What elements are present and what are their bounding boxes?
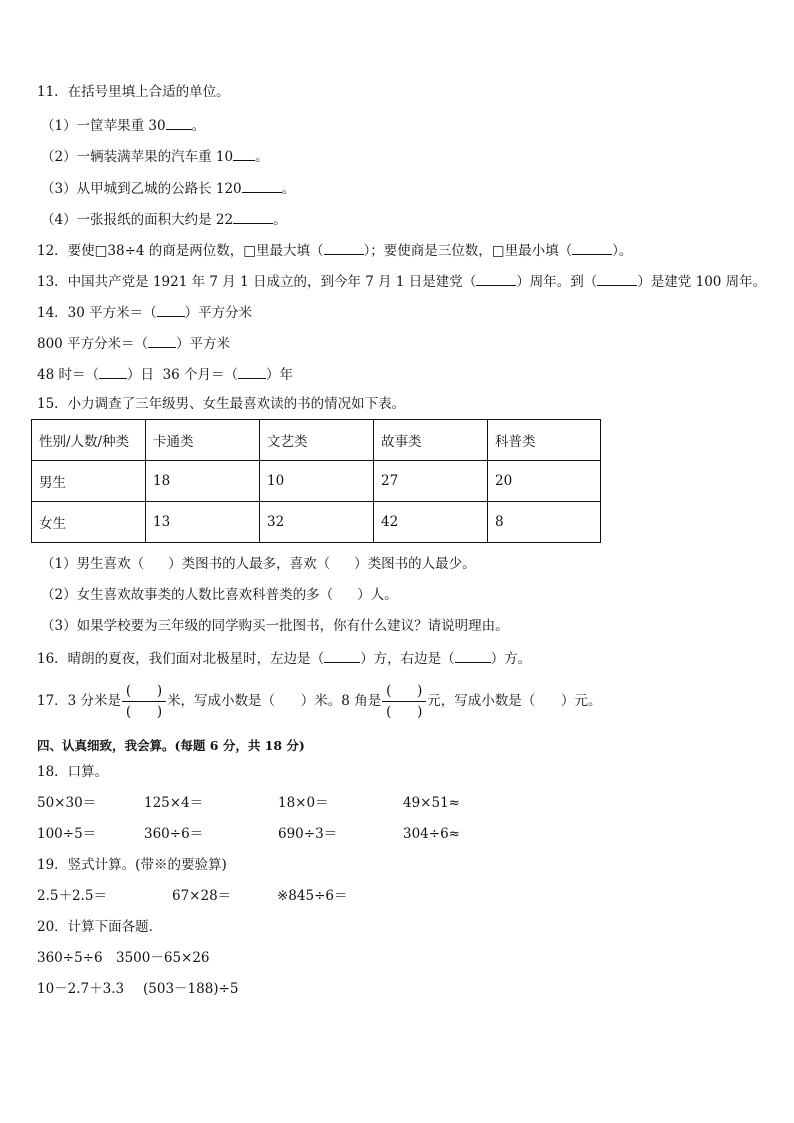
q20-title: 20．计算下面各题． — [37, 919, 163, 935]
q18-title: 18．口算。 — [37, 764, 109, 780]
q15-title: 15．小力调查了三年级男、女生最喜欢读的书的情况如下表。 — [37, 396, 406, 412]
reading-survey-table — [31, 419, 601, 543]
q11-item-3: （3）从甲城到乙城的公路长 120 。 — [41, 178, 295, 198]
answer-blank[interactable] — [99, 364, 127, 379]
fraction-blank[interactable]: $\frac{( )}{( )}$ — [122, 682, 166, 721]
q11-item-1: （1）一筐苹果重 30 。 — [41, 115, 205, 135]
table-row — [32, 461, 601, 502]
calc-item: 18×0＝ — [278, 795, 329, 811]
table-header-cell: 性别/人数/种类 — [32, 420, 146, 461]
answer-blank[interactable] — [233, 209, 273, 224]
table-header-cell: 文艺类 — [260, 420, 374, 461]
q17: 17．3 分米是 $\frac{( )}{( )}$ 米，写成小数是（ ）米。8 角是 $\frac{( )}{( )}$ 元，写成小数是（ ）元。 — [37, 683, 602, 720]
answer-blank[interactable] — [572, 240, 612, 255]
table-cell: 10 — [260, 461, 374, 502]
q14-line-3: 48 时＝（ ）日 36 个月＝（ ）年 — [37, 364, 293, 384]
answer-blank[interactable] — [455, 648, 491, 663]
answer-blank[interactable] — [157, 302, 185, 317]
calc-item: ※845÷6＝ — [277, 888, 348, 904]
q19-title: 19．竖式计算。(带※的要验算) — [37, 857, 227, 873]
table-cell: 女生 — [32, 502, 146, 543]
q15-sub-3: （3）如果学校要为三年级的同学购买一批图书，你有什么建议？请说明理由。 — [41, 618, 509, 634]
answer-blank[interactable] — [476, 271, 516, 286]
calc-item: 125×4＝ — [144, 795, 204, 811]
q14-line-2: 800 平方分米＝（ ）平方米 — [37, 333, 230, 353]
table-cell: 42 — [374, 502, 488, 543]
calc-item: 360÷5÷6 — [37, 950, 103, 966]
calc-item: 304÷6≈ — [403, 826, 460, 842]
answer-blank[interactable] — [324, 648, 360, 663]
table-cell: 20 — [488, 461, 601, 502]
answer-blank[interactable] — [238, 364, 266, 379]
answer-blank[interactable] — [324, 240, 364, 255]
answer-blank[interactable] — [597, 271, 637, 286]
calc-item: 3500－65×26 — [116, 950, 210, 966]
fraction-blank[interactable]: $\frac{( )}{( )}$ — [382, 682, 426, 721]
calc-item: 2.5＋2.5＝ — [37, 888, 107, 904]
table-header-cell: 卡通类 — [146, 420, 260, 461]
calc-item: 49×51≈ — [403, 795, 460, 811]
table-cell: 32 — [260, 502, 374, 543]
table-header-cell: 科普类 — [488, 420, 601, 461]
table-header-row — [32, 420, 601, 461]
calc-item: 360÷6＝ — [144, 826, 204, 842]
table-cell: 27 — [374, 461, 488, 502]
q13: 13．中国共产党是 1921 年 7 月 1 日成立的，到今年 7 月 1 日是建党（ ）周年。到（ ）是建党 100 周年。 — [37, 271, 766, 291]
table-header-cell: 故事类 — [374, 420, 488, 461]
q12: 12．要使□38÷4 的商是两位数，□里最大填（ ）；要使商是三位数，□里最小填（ ）。 — [37, 240, 632, 260]
q14-line-1: 14．30 平方米＝（ ）平方分米 — [37, 302, 252, 322]
calc-item: (503－188)÷5 — [143, 981, 239, 997]
answer-blank[interactable] — [148, 333, 176, 348]
q11-item-2: （2）一辆装满苹果的汽车重 10 。 — [41, 146, 269, 166]
table-row — [32, 502, 601, 543]
q15-sub-2: （2）女生喜欢故事类的人数比喜欢科普类的多（ ）人。 — [41, 587, 398, 603]
calc-item: 10－2.7＋3.3 — [37, 981, 125, 997]
q11-title: 11．在括号里填上合适的单位。 — [37, 84, 230, 100]
calc-item: 100÷5＝ — [37, 826, 97, 842]
table-cell: 13 — [146, 502, 260, 543]
table-cell: 8 — [488, 502, 601, 543]
section-heading: 四、认真细致，我会算。(每题 6 分，共 18 分) — [37, 738, 305, 753]
table-cell: 18 — [146, 461, 260, 502]
answer-blank[interactable] — [242, 178, 282, 193]
q15-sub-1: （1）男生喜欢（ ）类图书的人最多，喜欢（ ）类图书的人最少。 — [41, 556, 476, 572]
calc-item: 67×28＝ — [172, 888, 232, 904]
answer-blank[interactable] — [233, 146, 255, 161]
q16: 16．晴朗的夏夜，我们面对北极星时，左边是（ ）方，右边是（ ）方。 — [37, 648, 531, 668]
q11-item-4: （4）一张报纸的面积大约是 22 。 — [41, 209, 287, 229]
answer-blank[interactable] — [166, 115, 192, 130]
table-cell: 男生 — [32, 461, 146, 502]
calc-item: 690÷3＝ — [278, 826, 338, 842]
calc-item: 50×30＝ — [37, 795, 97, 811]
